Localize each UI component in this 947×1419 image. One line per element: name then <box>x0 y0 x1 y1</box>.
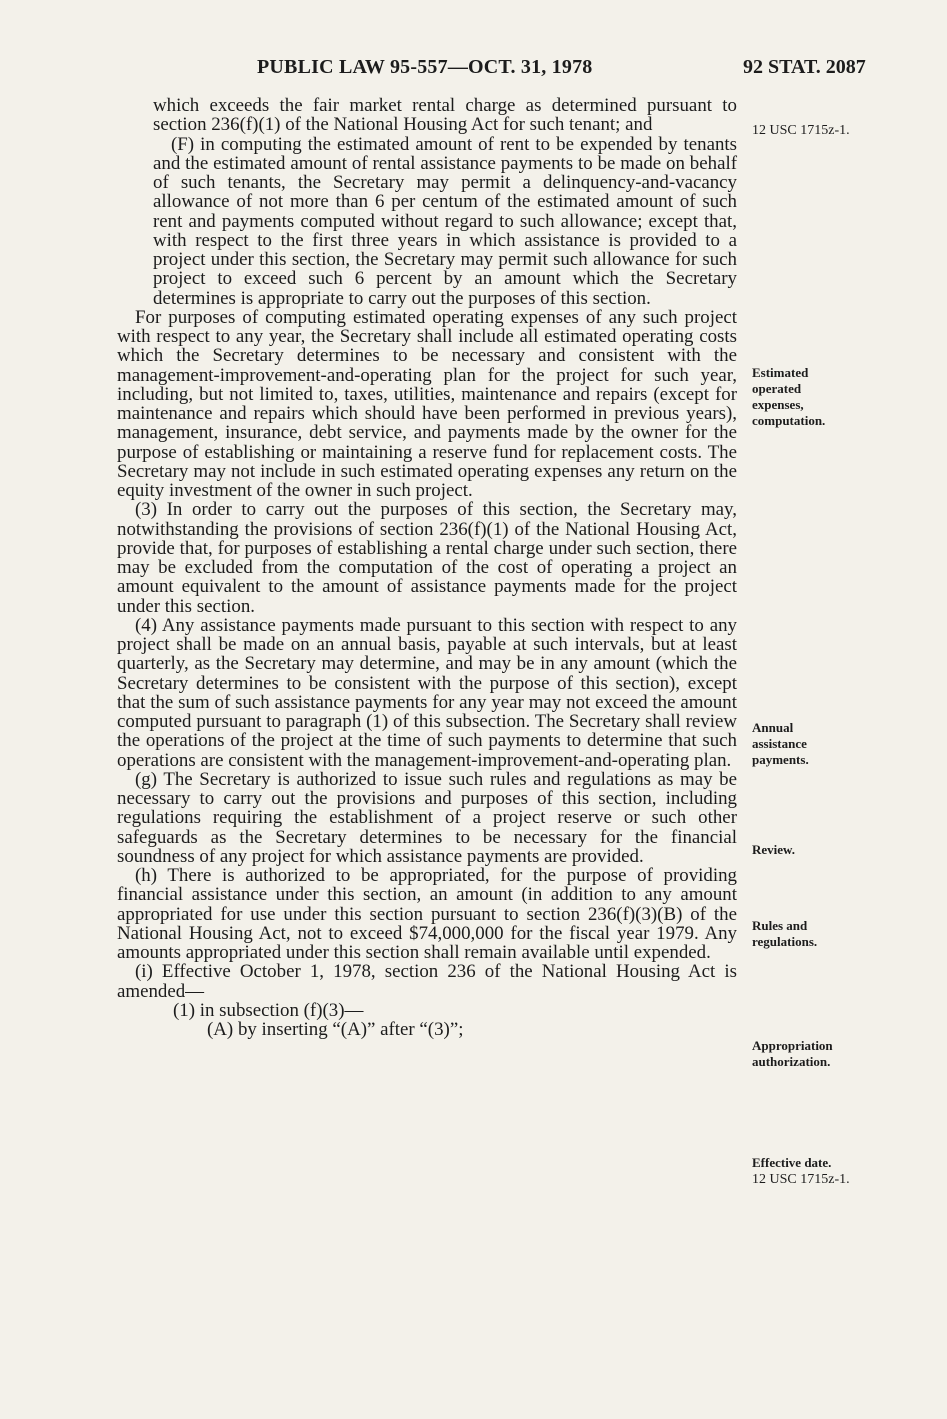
paragraph-4: (4) Any assistance payments made pursuant to this section with respect to any project shall be made on an annual basis, payable at such intervals, but at least quarterly, as the Secretary may determine, and may be in any amount (which the Secretary determines to be consistent with the purpose of this section), except that the sum of such assistance payments for any year may not exceed the amount computed pursuant to paragraph (1) of this subsection. The Secretary shall review the operations of the project at the time of such payments to determine that such operations are consistent with the management-improvement-and-operating plan. <box>117 614 737 771</box>
paragraph-h: (h) There is authorized to be appropriated, for the purpose of providing financial assistance under this section, an amount (in addition to any amount appropriated for use under this section pursuant to section 236(f)(3)(B) of the National Housing Act, not to exceed $74,000,000 for the fiscal year 1979. Any amounts appropriated under this section shall remain available until expended. <box>117 865 737 963</box>
margin-note-annual: Annual assistance payments. <box>752 720 809 767</box>
margin-note-effective: Effective date. <box>752 1155 832 1170</box>
margin-note-usc: 12 USC 1715z-1. <box>752 123 850 138</box>
paragraph-f: (F) in computing the estimated amount of rent to be expended by tenants and the estimated amount of rental assistance payments to be made on behalf of such tenants, the Secretary may permit a delinquency-and-vacancy allowance of not more than 6 per centum of the estimated amount of such rent and payments computed without regard to such allowance; except that, with respect to the first three years in which assistance is provided to a project under this section, the Secretary may permit such allowance for such project to exceed such 6 percent by an amount which the Secretary determines is appropriate to carry out the purposes of this section. <box>153 133 737 309</box>
paragraph-g: (g) The Secretary is authorized to issue such rules and regulations as may be necessary to carry out the provisions and purposes of this section, including regulations requiring the establishment of a project reserve or such other safeguards as the Secretary determines to be necessary for the financial soundness of any project for which assistance payments are provided. <box>117 768 737 867</box>
header-stat: 92 STAT. 2087 <box>743 56 866 78</box>
margin-note-estimated: Estimated operated expenses, computation. <box>752 365 826 428</box>
margin-note-usc-bottom: 12 USC 1715z-1. <box>752 1172 850 1187</box>
margin-note-appropriation: Appropriation authorization. <box>752 1038 833 1069</box>
document-body <box>117 96 737 1039</box>
paragraph-i: (i) Effective October 1, 1978, section 236 of the National Housing Act is amended— <box>117 961 737 1002</box>
paragraph-continuation: which exceeds the fair market rental charge as determined pursuant to section 236(f)(1) of the National Housing Act for such tenant; and <box>153 95 737 136</box>
header-title: PUBLIC LAW 95-557—OCT. 31, 1978 <box>257 56 593 78</box>
paragraph-operating-expenses: For purposes of computing estimated operating expenses of any such project with respect to any year, the Secretary shall include all estimated operating costs which the Secretary determines to be necessary and consistent with the management-improvement-and-operating plan for the project for such year, including, but not limited to, taxes, utilities, maintenance and repairs (except for maintenance and repairs which should have been performed in previous years), management, insurance, debt service, and payments made by the owner for the purpose of establishing or maintaining a reserve fund for replacement costs. The Secretary may not include in such estimated operating expenses any return on the equity investment of the owner in such project. <box>117 306 737 501</box>
margin-note-rules: Rules and regulations. <box>752 918 818 949</box>
paragraph-i-1: (1) in subsection (f)(3)— <box>173 999 364 1021</box>
page-header <box>0 56 947 86</box>
paragraph-i-1-a: (A) by inserting “(A)” after “(3)”; <box>207 1019 464 1040</box>
margin-note-review: Review. <box>752 842 795 857</box>
paragraph-3: (3) In order to carry out the purposes of this section, the Secretary may, notwithstanding the provisions of section 236(f)(1) of the National Housing Act, provide that, for purposes of establishing a rental charge under such section, there may be excluded from the computation of the cost of operating a project an amount equivalent to the amount of assistance payments made for the project under this section. <box>117 499 737 617</box>
